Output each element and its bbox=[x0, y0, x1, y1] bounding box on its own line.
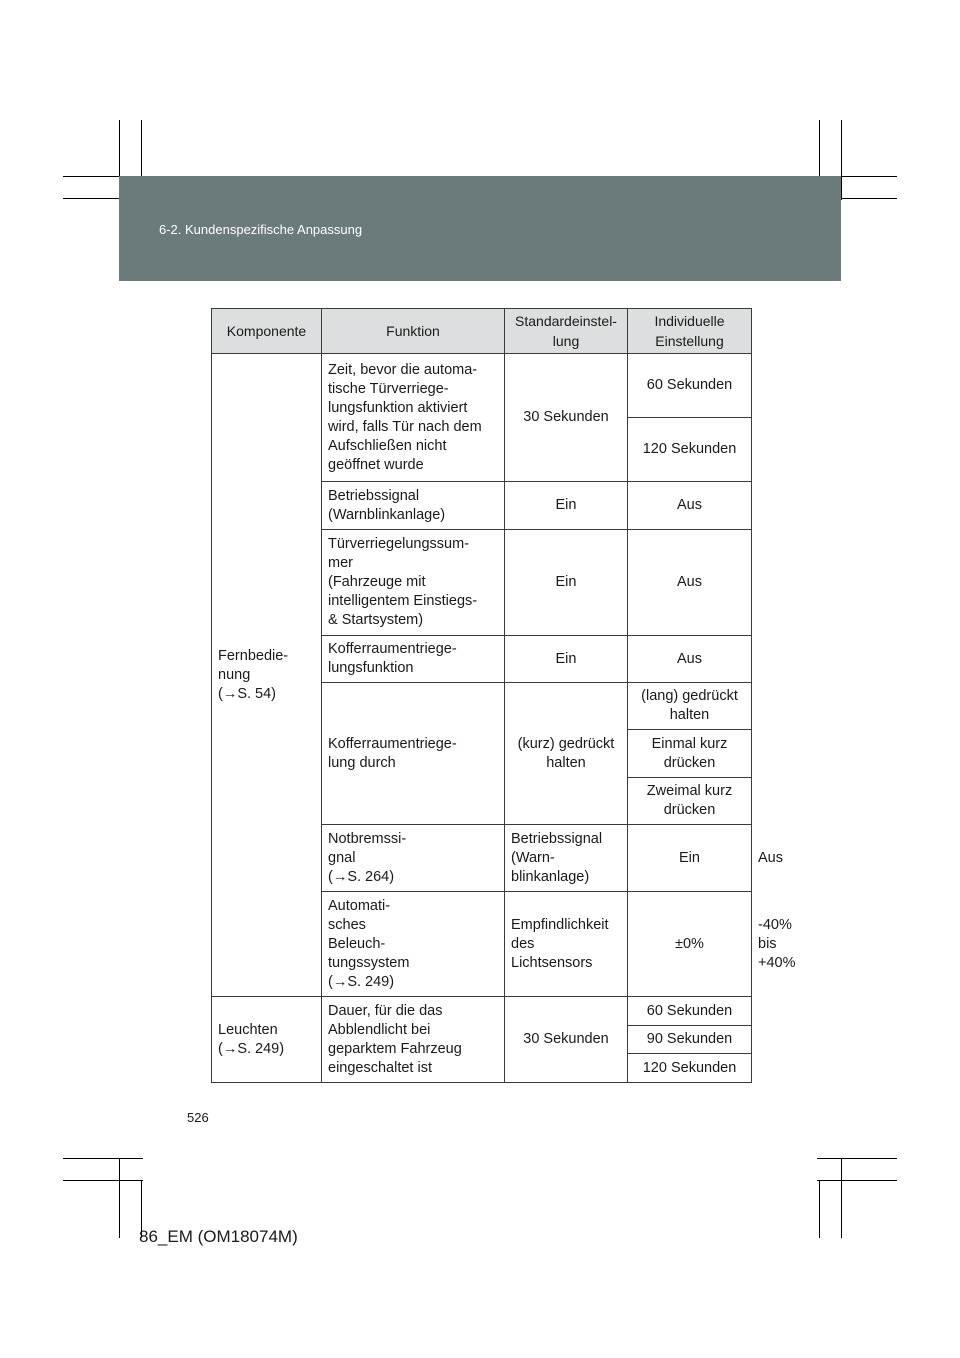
default-cell: 30 Sekunden bbox=[505, 997, 628, 1083]
function-cell: Türverriegelungssum- mer (Fahrzeuge mit intelligentem Einstiegs- & Startsystem) bbox=[322, 530, 505, 636]
default-cell: Ein bbox=[505, 636, 628, 683]
table-row bbox=[212, 997, 752, 1026]
crop-mark bbox=[841, 1158, 842, 1238]
crop-mark bbox=[817, 1180, 897, 1181]
table-row: Automati- sches Beleuch- tungssystem (→S. 249) Empfindlichkeit des Lichtsensors ±0% -40% bis +40% bbox=[212, 892, 752, 997]
option-cell: Aus bbox=[628, 482, 752, 530]
default-cell: Ein bbox=[505, 530, 628, 636]
crop-mark bbox=[817, 1158, 897, 1159]
option-cell: 120 Sekunden bbox=[628, 1054, 752, 1083]
component-cell: Fernbedie- nung (→S. 54) bbox=[212, 354, 322, 997]
option-cell: 90 Sekunden bbox=[628, 1026, 752, 1054]
section-title: 6-2. Kundenspezifische Anpassung bbox=[159, 222, 363, 237]
column-header-default: Standardeinstel- lung bbox=[505, 309, 628, 354]
option-cell: (lang) gedrückt halten bbox=[628, 683, 752, 730]
option-cell: 60 Sekunden bbox=[628, 354, 752, 418]
default-cell: 30 Sekunden bbox=[505, 354, 628, 482]
function-cell: Kofferraumentriege- lungsfunktion bbox=[322, 636, 505, 683]
component-cell: Automati- sches Beleuch- tungssystem (→S. 249) bbox=[322, 892, 505, 997]
crop-mark bbox=[63, 1180, 143, 1181]
column-header-custom: Individuelle Einstellung bbox=[628, 309, 752, 354]
section-header-band bbox=[119, 176, 841, 281]
option-cell: 60 Sekunden bbox=[628, 997, 752, 1026]
default-cell: ±0% bbox=[628, 892, 752, 997]
document-code: 86_EM (OM18074M) bbox=[139, 1227, 298, 1246]
component-cell: Leuchten (→S. 249) bbox=[212, 997, 322, 1083]
default-cell: Ein bbox=[505, 482, 628, 530]
customization-table bbox=[211, 308, 796, 1083]
page-number: 526 bbox=[187, 1110, 209, 1125]
crop-mark bbox=[63, 1158, 143, 1159]
column-header-function: Funktion bbox=[322, 309, 505, 354]
crop-mark bbox=[119, 1158, 120, 1238]
function-cell: Betriebssignal (Warnblinkanlage) bbox=[322, 482, 505, 530]
function-cell: Empfindlichkeit des Lichtsensors bbox=[505, 892, 628, 997]
option-cell: Aus bbox=[628, 636, 752, 683]
function-cell: Dauer, für die das Abblendlicht bei geparktem Fahrzeug eingeschaltet ist bbox=[322, 997, 505, 1083]
option-cell: Zweimal kurz drücken bbox=[628, 778, 752, 825]
default-cell: (kurz) gedrückt halten bbox=[505, 683, 628, 825]
table-header-row bbox=[212, 309, 752, 354]
option-cell: Aus bbox=[628, 530, 752, 636]
function-cell: Kofferraumentriege- lung durch bbox=[322, 683, 505, 825]
function-cell: Zeit, bevor die automa- tische Türverriege- lungsfunktion aktiviert wird, falls Tür nach dem Aufschließen nicht geöffnet wurde bbox=[322, 354, 505, 482]
function-cell: Betriebssignal (Warn- blinkanlage) bbox=[505, 825, 628, 892]
crop-mark bbox=[841, 120, 842, 200]
component-cell: Notbremssi- gnal (→S. 264) bbox=[322, 825, 505, 892]
table-row bbox=[212, 354, 752, 418]
crop-mark bbox=[819, 1180, 820, 1238]
default-cell: Ein bbox=[628, 825, 752, 892]
column-header-component: Komponente bbox=[212, 309, 322, 354]
table-row: Notbremssi- gnal (→S. 264) Betriebssignal (Warn- blinkanlage) Ein Aus bbox=[212, 825, 752, 892]
option-cell: 120 Sekunden bbox=[628, 418, 752, 482]
option-cell: Einmal kurz drücken bbox=[628, 730, 752, 778]
